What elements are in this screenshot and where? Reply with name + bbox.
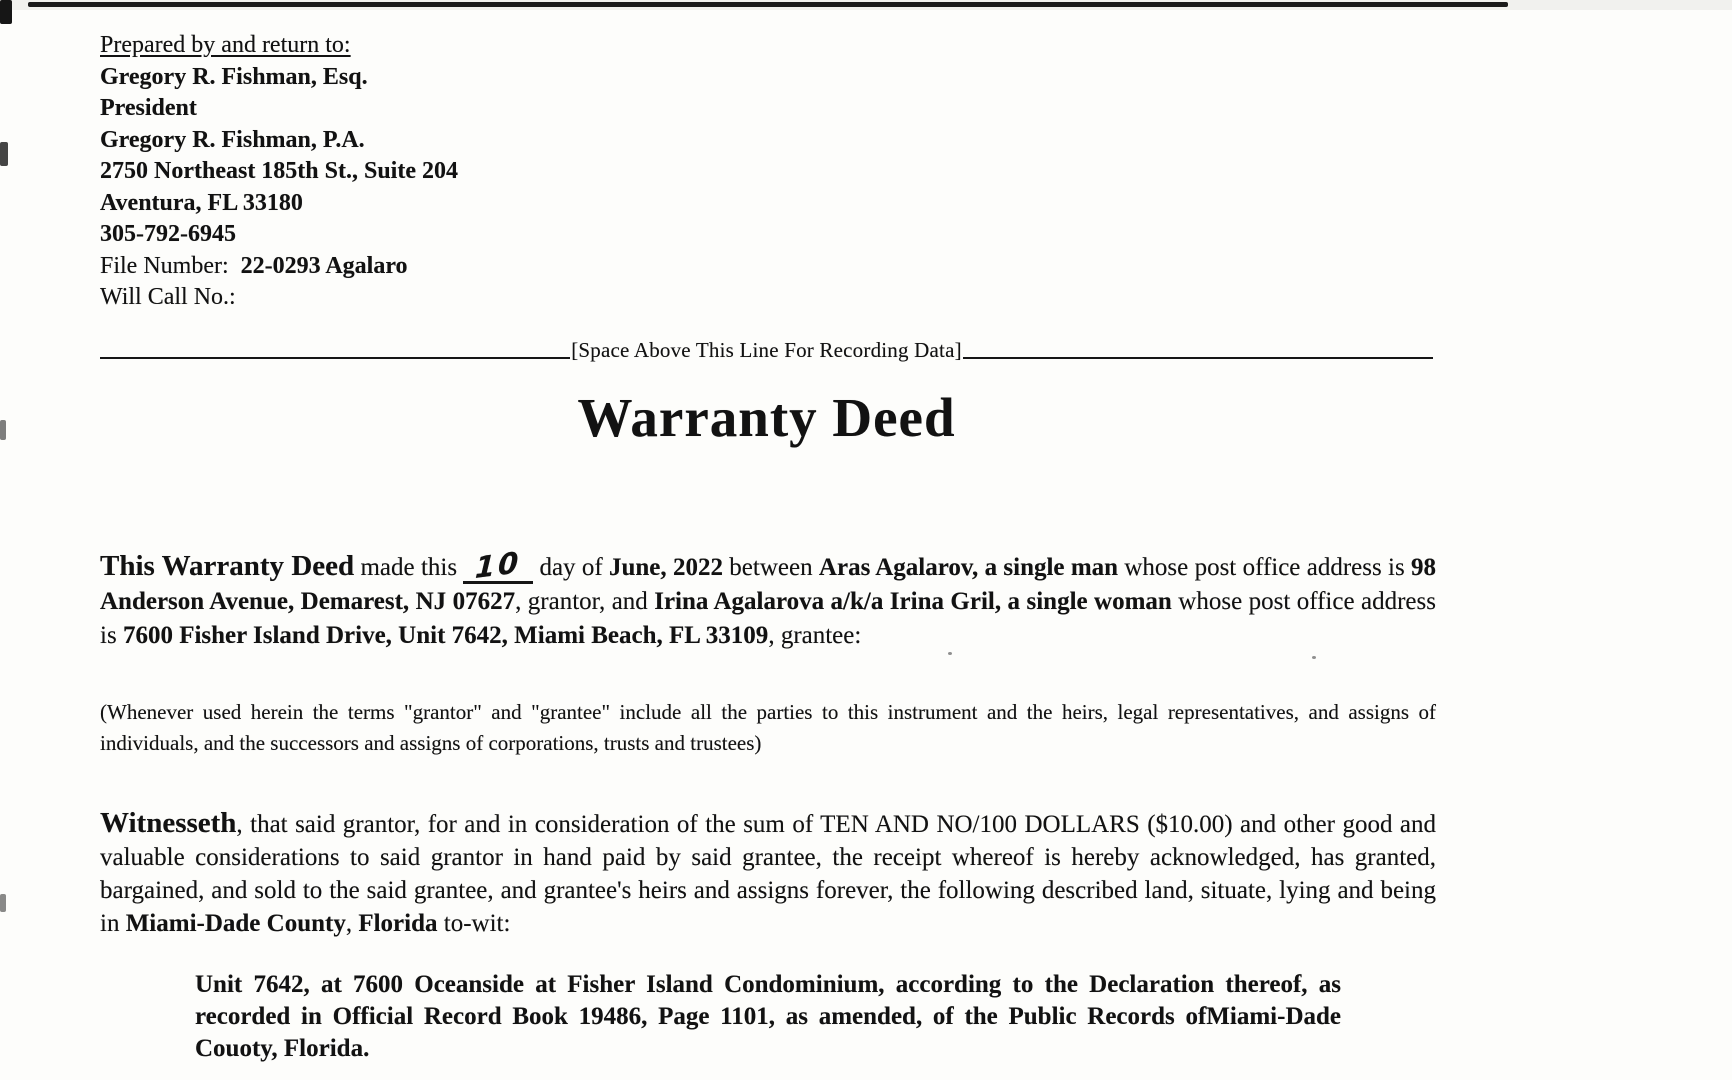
text-segment: , bbox=[345, 910, 359, 937]
text-segment: Gregory R. Fishman, P.A. bbox=[100, 126, 365, 153]
document-title: Warranty Deed bbox=[577, 387, 956, 448]
text-segment: , that said grantor, for and in consideration of the sum of TEN AND NO/100 DOLLARS ($10.00) and other good and valuable considerations to said grantor in hand paid by said grantee, the receipt whereof is hereby acknowledged, has granted, bargained, and sold to the said grantee, and grantee's heirs and assigns forever, the following described land, situate, lying and being in bbox=[100, 811, 1436, 937]
text-segment: Irina Agalarova a/k/a Irina Gril, a single woman bbox=[654, 588, 1172, 615]
header-line bbox=[100, 251, 458, 283]
text-segment: Prepared by and return to: bbox=[100, 32, 351, 58]
text-segment: whose post office address is bbox=[100, 588, 1436, 649]
scan-artifact-blob bbox=[0, 0, 12, 24]
text-segment: Aras Agalarov, a single man bbox=[818, 554, 1119, 581]
header-line bbox=[100, 93, 458, 125]
text-segment: (Whenever used herein the terms "grantor" and "grantee" include all the parties to this instrument and the heirs, legal representatives, and assigns of individuals, and the successors and assigns of corporations, trusts and trustees) bbox=[100, 700, 1436, 755]
text-segment: Florida bbox=[358, 910, 438, 937]
parenthetical-paragraph bbox=[100, 697, 1436, 759]
scan-artifact-blob bbox=[0, 420, 6, 440]
text-segment: June, 2022 bbox=[609, 554, 723, 581]
text-segment: Aventura, FL 33180 bbox=[100, 189, 303, 216]
scan-artifact-blob bbox=[0, 894, 6, 912]
text-segment: between bbox=[722, 554, 819, 581]
recording-data-label: [Space Above This Line For Recording Data] bbox=[571, 338, 962, 362]
recording-line-right bbox=[963, 357, 1433, 359]
scan-artifact-blob bbox=[0, 142, 8, 166]
legal-description-paragraph bbox=[195, 969, 1341, 1065]
text-segment: This Warranty Deed bbox=[100, 550, 355, 582]
text-segment: Gregory R. Fishman, Esq. bbox=[100, 63, 368, 90]
scan-artifact-top-bar bbox=[28, 2, 1508, 7]
text-segment: , grantor, and bbox=[515, 588, 655, 615]
text-segment: Witnesseth bbox=[100, 807, 237, 839]
handwritten-day-field bbox=[463, 544, 533, 586]
text-segment: to-wit: bbox=[437, 910, 511, 937]
text-segment: 22-0293 Agalaro bbox=[240, 252, 408, 279]
text-segment: made this bbox=[354, 554, 458, 581]
recording-data-separator bbox=[100, 332, 1433, 360]
text-segment: , grantee: bbox=[768, 622, 862, 649]
header-line bbox=[100, 282, 458, 314]
text-segment: Will Call No.: bbox=[100, 284, 236, 310]
text-segment: 305-792-6945 bbox=[100, 221, 236, 247]
text-segment: 98 Anderson Avenue, Demarest, NJ 07627 bbox=[100, 554, 1437, 615]
recording-line-left bbox=[100, 357, 570, 359]
opening-paragraph bbox=[100, 544, 1437, 653]
witnesseth-paragraph bbox=[100, 807, 1436, 940]
header-line bbox=[100, 188, 458, 220]
text-segment: Miami-Dade County bbox=[125, 910, 346, 937]
text-segment: 2750 Northeast 185th St., Suite 204 bbox=[100, 158, 458, 184]
text-segment: President bbox=[100, 95, 197, 121]
header-line bbox=[100, 62, 458, 94]
text-segment: File Number: bbox=[100, 252, 241, 279]
header-line bbox=[100, 125, 458, 157]
text-segment: Unit 7642, at 7600 Oceanside at Fisher Island Condominium, according to the Declaration thereof, as recorded in Official Record Book 19486, Page 1101, as amended, of the Public Records ofMiami-Dade Couoty, Florida. bbox=[195, 971, 1341, 1062]
header-line bbox=[100, 156, 458, 188]
text-segment: day of bbox=[539, 554, 609, 581]
text-segment: whose post office address is bbox=[1118, 554, 1412, 581]
preparer-address-block bbox=[100, 30, 458, 314]
header-line bbox=[100, 219, 458, 251]
text-segment: 7600 Fisher Island Drive, Unit 7642, Miami Beach, FL 33109 bbox=[122, 622, 769, 649]
handwritten-day-value: 10 bbox=[474, 544, 523, 586]
scan-speck bbox=[1312, 656, 1316, 659]
header-line bbox=[100, 30, 458, 62]
